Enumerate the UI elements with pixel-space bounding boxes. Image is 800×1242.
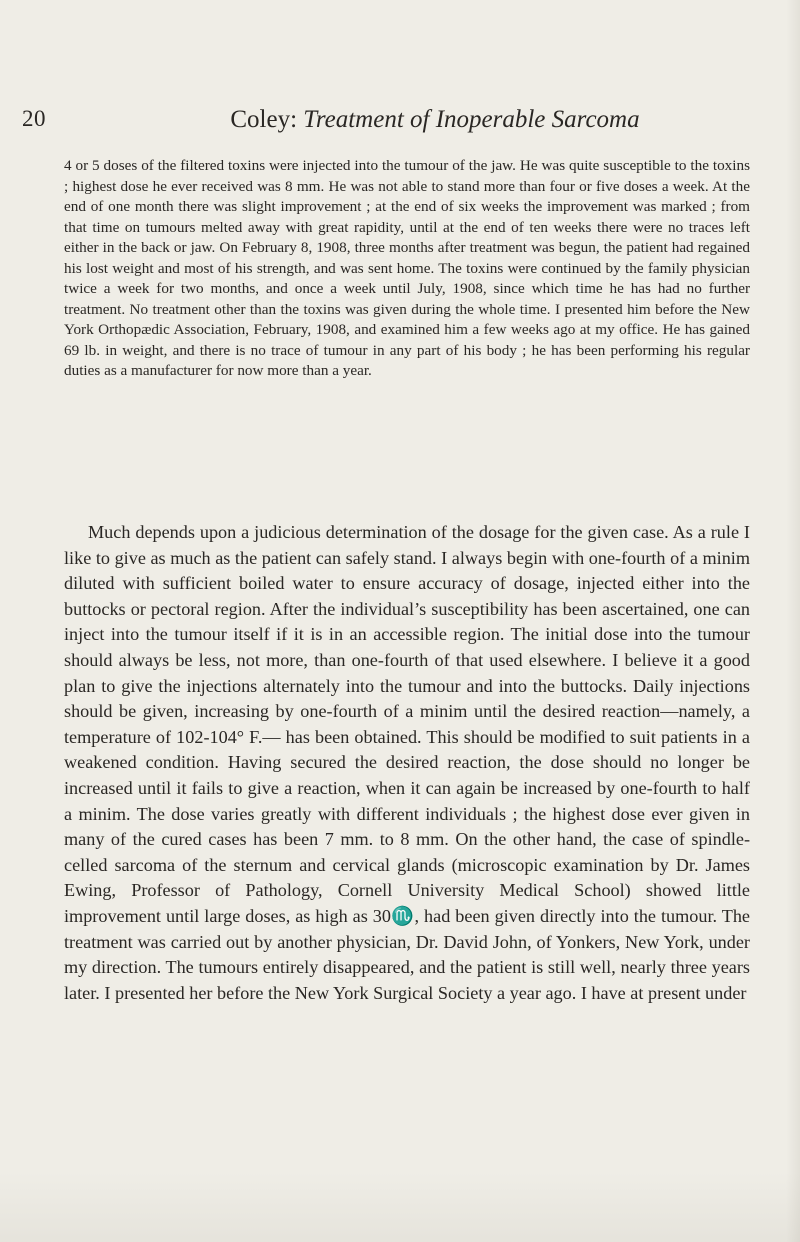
page-edge-shadow (786, 0, 800, 1242)
running-head-title: Treatment of Inoperable Sarcoma (303, 106, 640, 133)
running-head-separator: : (290, 106, 304, 133)
running-head (130, 106, 740, 134)
page-header (0, 106, 800, 142)
page-number: 20 (22, 106, 46, 131)
running-head-author: Coley (230, 106, 291, 133)
page-bottom-shade (0, 1172, 800, 1242)
case-report-paragraph: 4 or 5 doses of the filtered toxins were injected into the tumour of the jaw. He was quite susceptible to the toxins ; highest dose he ever received was 8 mm. He was not able to stand more than four or five doses a week. At the end of one month there was slight improvement ; at the end of six weeks the improvement was marked ; from that time on tumours melted away with great rapidity, until at the end of ten weeks there were no traces left either in the back or jaw. On February 8, 1908, three months after treatment was begun, the patient had regained his lost weight and most of his strength, and was sent home. The toxins were continued by the family physician twice a week for two months, and once a week until July, 1908, since which time he has had no further treatment. No treatment other than the toxins was given during the whole time. I presented him before the New York Orthopædic Association, February, 1908, and examined him a few weeks ago at my office. He has gained 69 lb. in weight, and there is no trace of tumour in any part of his body ; he has been performing his regular duties as a manufacturer for now more than a year. (64, 157, 750, 379)
dosage-paragraph: Much depends upon a judicious determination of the dosage for the given case. As a rule I like to give as much as the patient can safely stand. I always begin with one-fourth of a minim diluted with sufficient boiled water to ensure accuracy of dosage, injected either into the buttocks or pectoral region. After the individual’s susceptibility has been ascertained, one can inject into the tumour itself if it is in an accessible region. The initial dose into the tumour should always be less, not more, than one-fourth of that used elsewhere. I believe it a good plan to give the injections alternately into the tumour and into the buttocks. Daily injections should be given, increasing by one-fourth of a minim until the desired reaction—namely, a temperature of 102-104° F.— has been obtained. This should be modified to suit patients in a weakened condition. Having secured the desired reaction, the dose should no longer be increased until it fails to give a reaction, when it can again be increased by one-fourth to half a minim. The dose varies greatly with different individuals ; the highest dose ever given in many of the cured cases has been 7 mm. to 8 mm. On the other hand, the case of spindle-celled sarcoma of the sternum and cervical glands (microscopic examination by Dr. James Ewing, Professor of Pathology, Cornell University Medical School) showed little improvement until large doses, as high as 30♏, had been given directly into the tumour. The treatment was carried out by another physician, Dr. David John, of Yonkers, New York, under my direction. The tumours entirely disappeared, and the patient is still well, nearly three years later. I presented her before the New York Surgical Society a year ago. I have at present under (64, 522, 750, 1003)
